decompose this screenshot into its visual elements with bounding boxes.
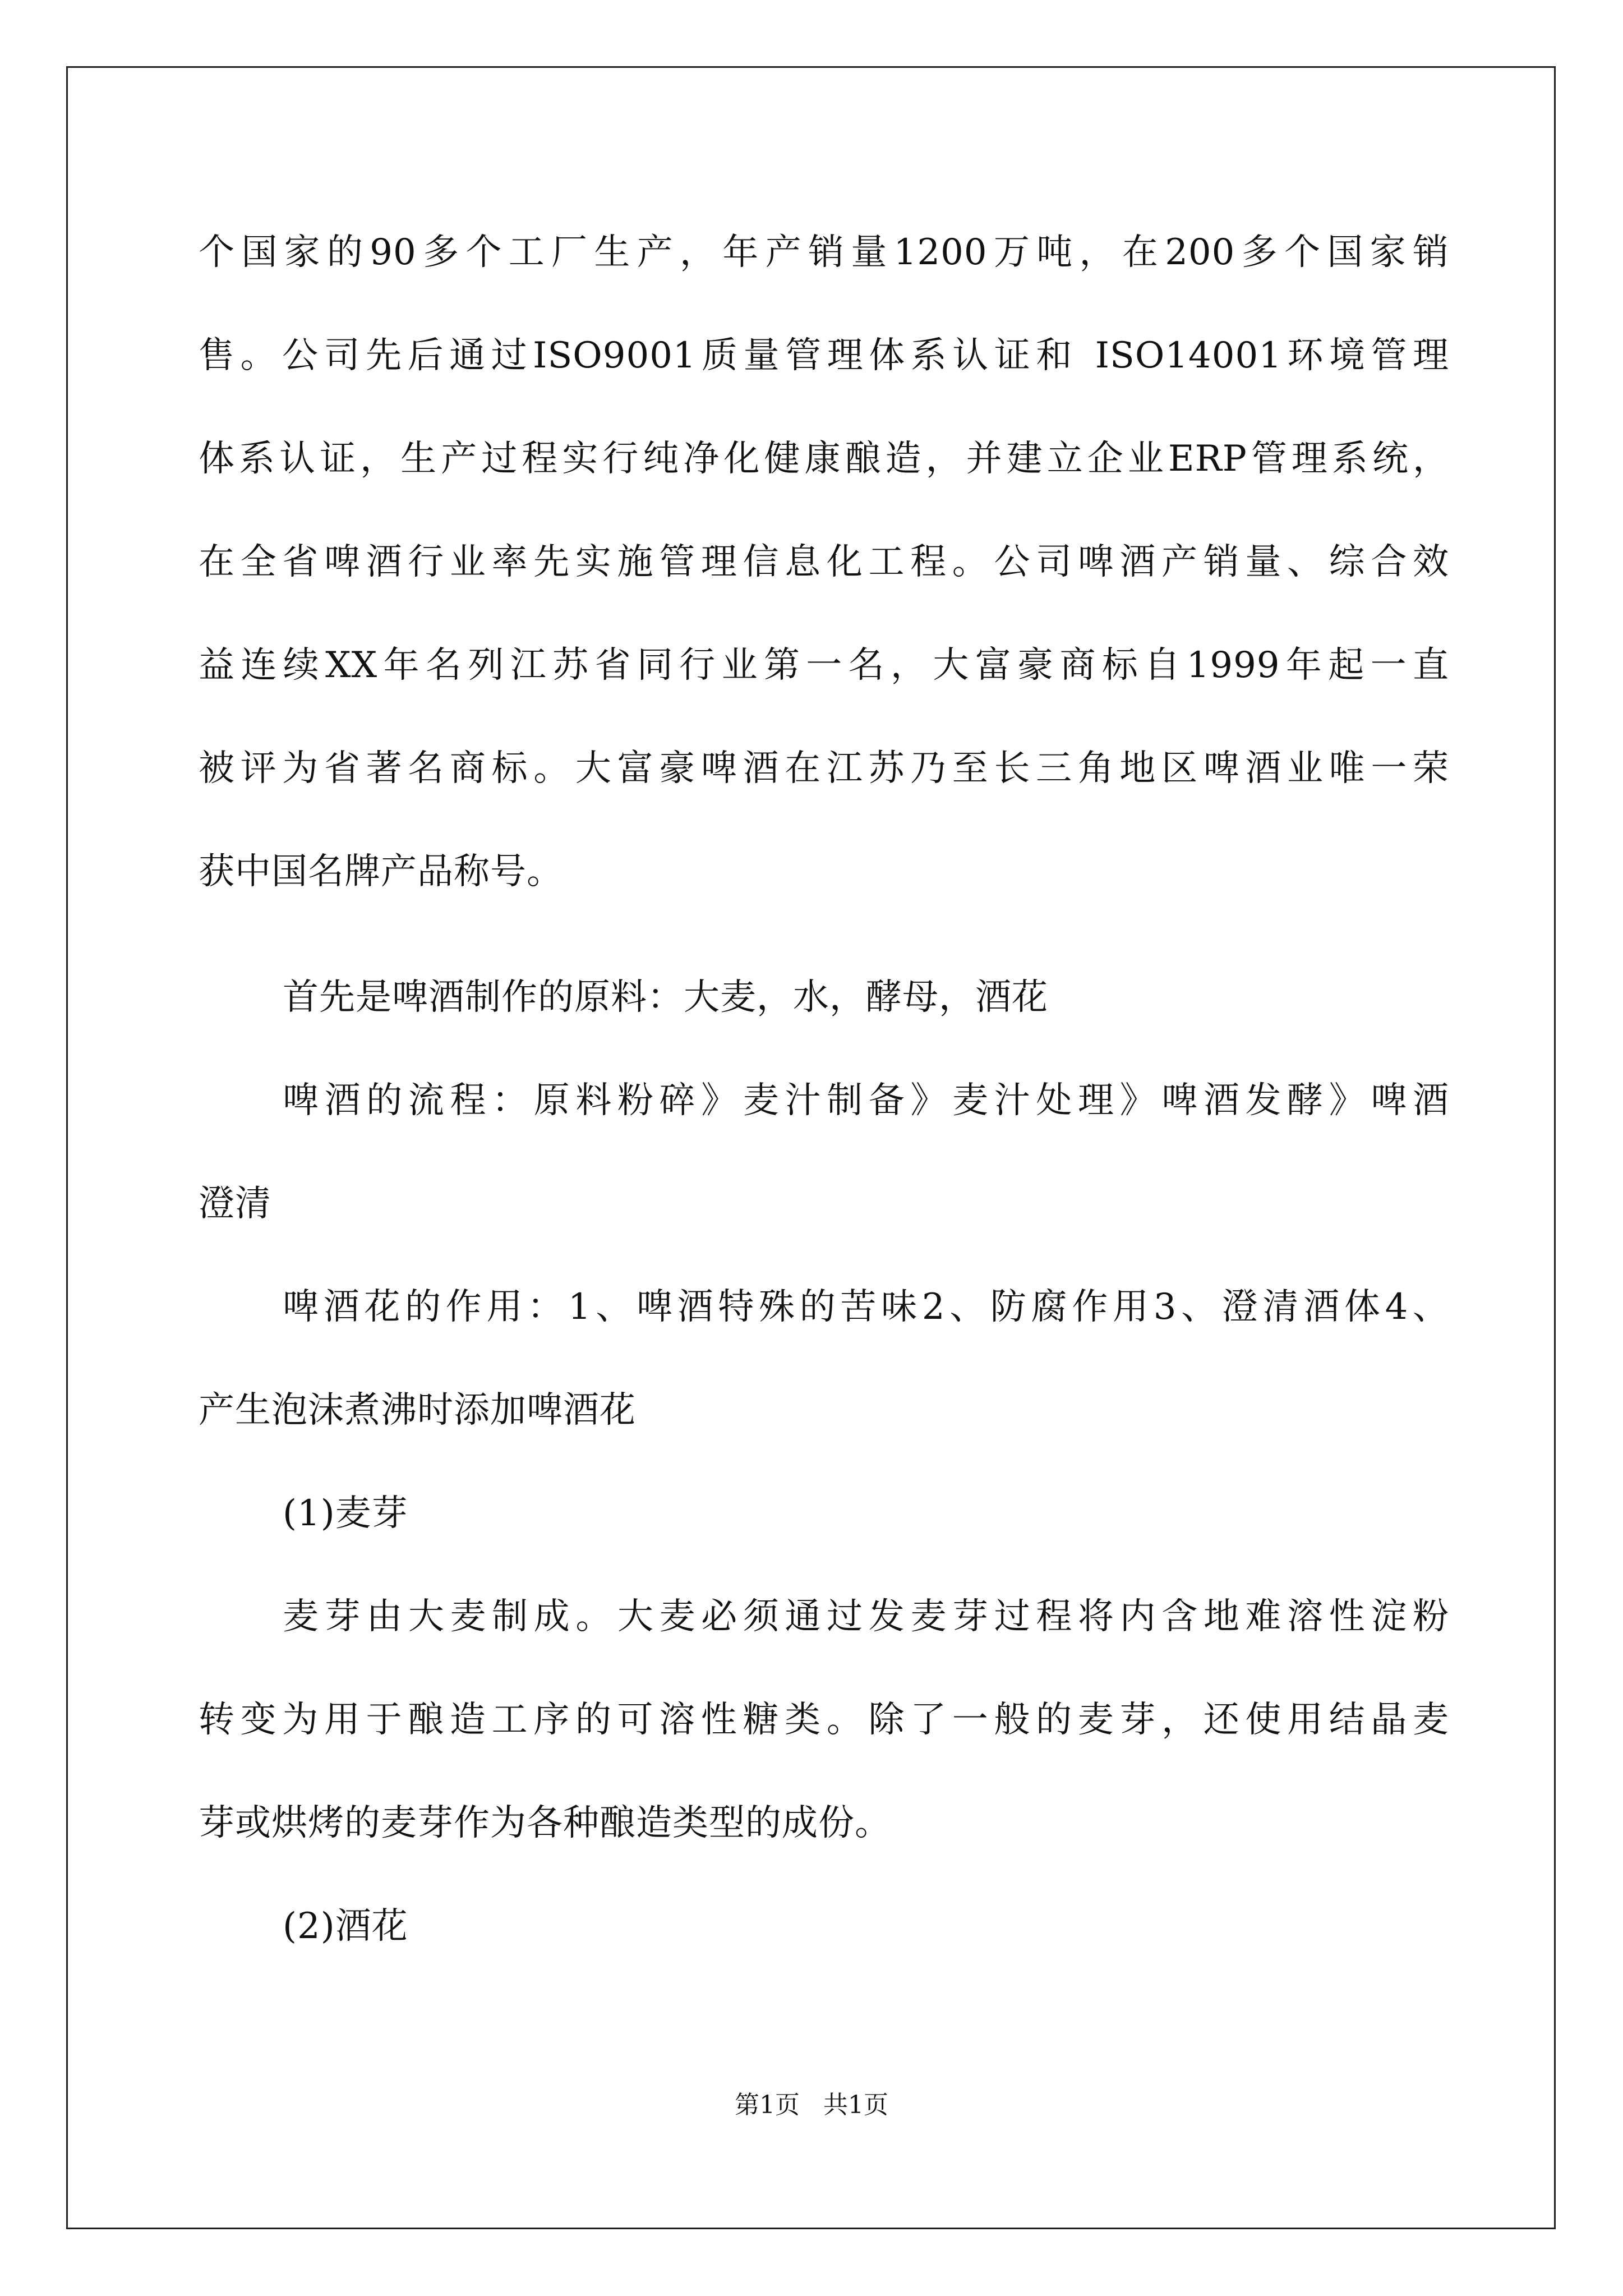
- paragraph-line: 啤酒的流程：原料粉碎》麦汁制备》麦汁处理》啤酒发酵》啤酒: [283, 1080, 1449, 1121]
- section-heading: (1)麦芽: [283, 1493, 408, 1534]
- paragraph-line: 体系认证，生产过程实行纯净化健康酿造，并建立企业ERP管理系统，: [199, 438, 1449, 480]
- paragraph-line: 啤酒花的作用：1、啤酒特殊的苦味2、防腐作用3、澄清酒体4、: [283, 1286, 1449, 1328]
- paragraph-line: 产生泡沫煮沸时添加啤酒花: [199, 1389, 636, 1431]
- section-heading: (2)酒花: [283, 1906, 408, 1947]
- paragraph-line: 益连续XX年名列江苏省同行业第一名，大富豪商标自1999年起一直: [199, 645, 1449, 686]
- page-border: [66, 66, 1556, 2229]
- paragraph-line: 首先是啤酒制作的原料：大麦，水，酵母，酒花: [283, 977, 1048, 1018]
- paragraph-line: 售。公司先后通过ISO9001质量管理体系认证和 ISO14001环境管理: [199, 335, 1449, 376]
- paragraph-line: 个国家的90多个工厂生产，年产销量1200万吨，在200多个国家销: [199, 232, 1449, 273]
- paragraph-line: 在全省啤酒行业率先实施管理信息化工程。公司啤酒产销量、综合效: [199, 541, 1449, 583]
- paragraph-line: 被评为省著名商标。大富豪啤酒在江苏乃至长三角地区啤酒业唯一荣: [199, 748, 1449, 789]
- paragraph-line: 芽或烘烤的麦芽作为各种酿造类型的成份。: [199, 1802, 891, 1844]
- paragraph-line: 转变为用于酿造工序的可溶性糖类。除了一般的麦芽，还使用结晶麦: [199, 1699, 1449, 1741]
- paragraph-line: 澄清: [199, 1183, 271, 1225]
- page-number-footer: 第1页 共1页: [735, 2091, 888, 2119]
- paragraph-line: 获中国名牌产品称号。: [199, 851, 563, 892]
- paragraph-line: 麦芽由大麦制成。大麦必须通过发麦芽过程将内含地难溶性淀粉: [283, 1596, 1449, 1637]
